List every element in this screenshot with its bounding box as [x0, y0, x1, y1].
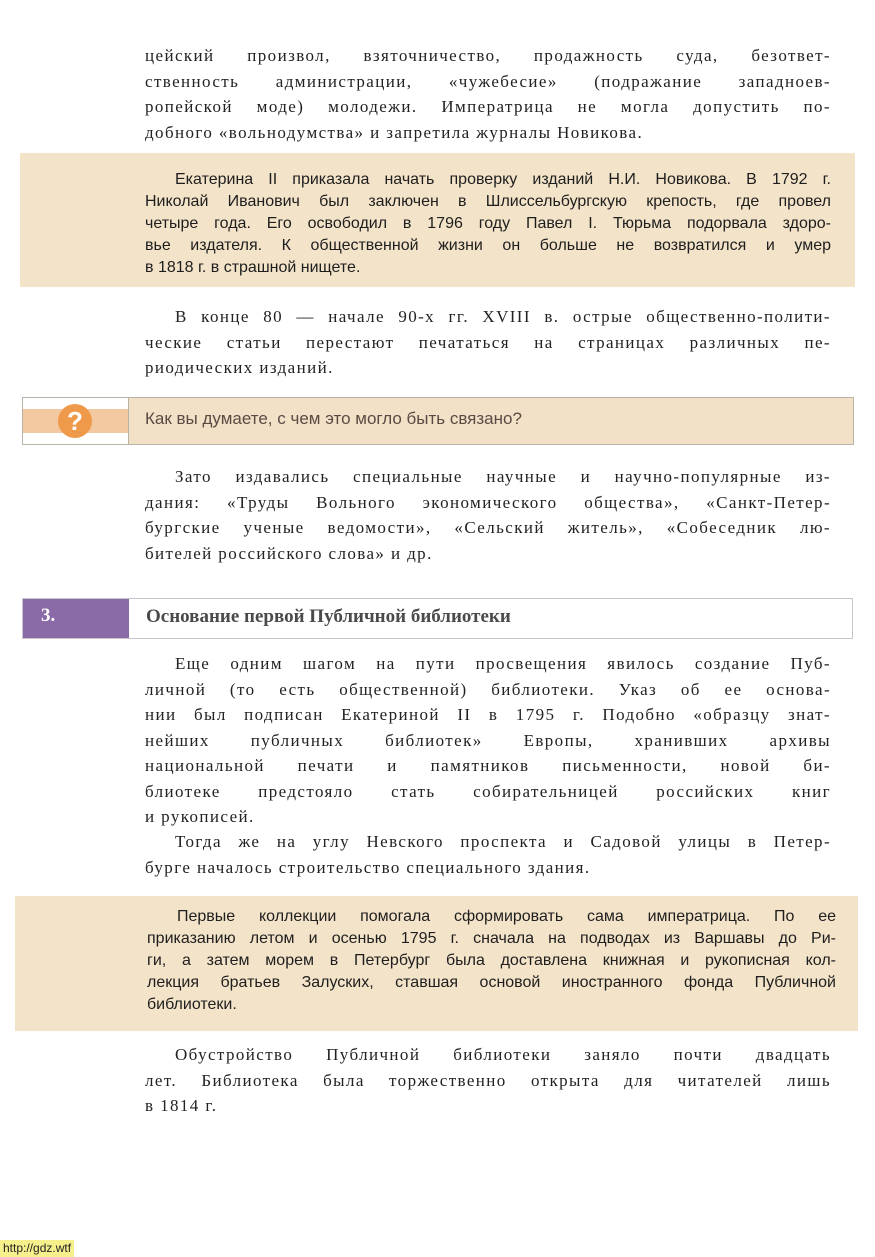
footer-link[interactable]: http://gdz.wtf	[0, 1240, 74, 1257]
box-text-line: четыре года. Его освободил в 1796 году Павел I. Тюрьма подорвала здоро-	[145, 215, 831, 232]
question-box	[22, 397, 854, 445]
text-line: В конце 80 — начале 90-х гг. XVIII в. острые общественно-полити-	[175, 307, 831, 326]
box-text-line: в 1818 г. в страшной нищете.	[145, 259, 361, 276]
box-text-line: ги, а затем морем в Петербург была доставлена книжная и рукописная кол-	[147, 952, 836, 969]
text-line: цейский произвол, взяточничество, продажность суда, безответ-	[145, 46, 831, 65]
box-text-line: Екатерина II приказала начать проверку изданий Н.И. Новикова. В 1792 г.	[175, 171, 831, 188]
section-number: 3.	[23, 599, 129, 638]
section-title: Основание первой Публичной библиотеки	[146, 606, 511, 627]
text-line: лет. Библиотека была торжественно открыта для читателей лишь	[145, 1070, 831, 1090]
box-text-line: приказанию летом и осенью 1795 г. сначала на подводах из Варшавы до Ри-	[147, 930, 836, 947]
box-text-line: вье издателя. К общественной жизни он больше не возвратился и умер	[145, 237, 831, 254]
text-line: ропейской моде) молодежи. Императрица не могла допустить по-	[145, 97, 831, 116]
text-line: и рукописей.	[145, 807, 255, 826]
info-box-b1	[20, 153, 855, 287]
question-icon-cell	[23, 398, 129, 444]
box-text-line: лекция братьев Залуских, ставшая основой иностранного фонда Публичной	[147, 974, 836, 991]
text-line: Зато издавались специальные научные и научно-популярные из-	[175, 467, 831, 486]
text-line: нейших публичных библиотек» Европы, хранивших архивы	[145, 730, 831, 750]
box-text-line: Николай Иванович был заключен в Шлиссельбургскую крепость, где провел	[145, 193, 831, 210]
text-line: Тогда же на углу Невского проспекта и Садовой улицы в Петер-	[175, 832, 831, 851]
question-mark-icon: ?	[58, 404, 92, 438]
text-line: ственность администрации, «чужебесие» (подражание западноев-	[145, 71, 831, 91]
text-line: нии был подписан Екатериной II в 1795 г. Подобно «образцу знат-	[145, 705, 831, 724]
text-line: риодических изданий.	[145, 358, 334, 377]
info-box-b2	[15, 896, 858, 1031]
text-line: Обустройство Публичной библиотеки заняло почти двадцать	[175, 1045, 831, 1064]
box-text-line: библиотеки.	[147, 996, 237, 1013]
box-text-line: Первые коллекции помогала сформировать сама императрица. По ее	[177, 908, 836, 925]
text-line: национальной печати и памятников письменности, новой би-	[145, 756, 831, 775]
question-text: Как вы думаете, с чем это могло быть связано?	[145, 409, 522, 428]
text-line: личной (то есть общественной) библиотеки. Указ об ее основа-	[145, 679, 831, 699]
text-line: бургские ученые ведомости», «Сельский житель», «Собеседник лю-	[145, 518, 831, 537]
text-line: добного «вольнодумства» и запретила журналы Новикова.	[145, 122, 644, 142]
text-line: Еще одним шагом на пути просвещения явилось создание Пуб-	[175, 654, 831, 673]
text-line: дания: «Труды Вольного экономического общества», «Санкт-Петер-	[145, 492, 831, 512]
text-line: бителей российского слова» и др.	[145, 543, 433, 563]
text-line: блиотеке предстояло стать собирательницей российских книг	[145, 781, 831, 801]
text-line: ческие статьи перестают печататься на страницах различных пе-	[145, 332, 831, 352]
text-line: бурге началось строительство специального здания.	[145, 857, 591, 877]
section-header	[22, 598, 853, 639]
text-line: в 1814 г.	[145, 1096, 218, 1115]
